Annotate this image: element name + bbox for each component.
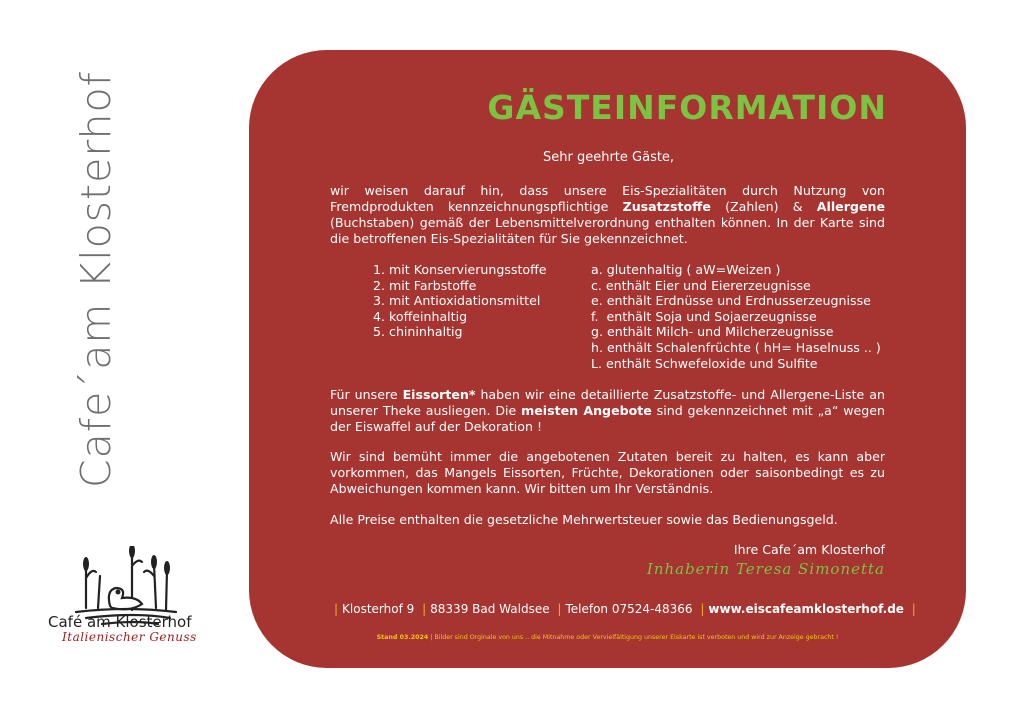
- owner-signature: Inhaberin Teresa Simonetta: [646, 560, 885, 578]
- list-item: e. enthält Erdnüsse und Erdnusserzeugnisse: [591, 293, 871, 309]
- separator: |: [334, 602, 339, 616]
- greeting: Sehr geehrte Gäste,: [543, 150, 675, 165]
- list-item: 3. mit Antioxidationsmittel: [373, 293, 541, 309]
- allergens-list: [591, 262, 881, 371]
- contact-footer: [330, 602, 916, 616]
- page-title: GÄSTEINFORMATION: [487, 88, 887, 127]
- side-title: Cafe´am Klosterhof: [72, 71, 120, 488]
- footnote-text: | Bilder sind Orginale von uns .. die Mitnahme oder Vervielfältigung unserer Eiskarte ist verboten und wird zur Anzeige gebracht !: [428, 634, 839, 641]
- separator: |: [422, 602, 427, 616]
- logo-name: Café am Klosterhof: [48, 613, 192, 631]
- website-link[interactable]: www.eiscafeamklosterhof.de: [708, 602, 904, 616]
- list-item: a. glutenhaltig ( aW=Weizen ): [591, 262, 781, 277]
- phone: Telefon 07524-48366: [565, 602, 693, 616]
- list-item: L. enthält Schwefeloxide und Sulfite: [591, 355, 818, 371]
- separator: |: [911, 602, 916, 616]
- para2-text-2: haben wir eine detaillierte Zusatzstoffe- und Allergene-Liste an unserer Theke ausliegen. Die: [330, 387, 885, 418]
- separator: |: [700, 602, 705, 616]
- address: Klosterhof 9: [342, 602, 415, 616]
- prices-paragraph: Alle Preise enthalten die gesetzliche Mehrwertsteuer sowie das Bedienungsgeld.: [330, 512, 838, 527]
- eissorten-paragraph: [330, 387, 885, 435]
- list-item: 4. koffeinhaltig: [373, 308, 468, 324]
- intro-text-2: (Zahlen) &: [710, 199, 817, 214]
- list-item: c. enthält Eier und Eiererzeugnisse: [591, 277, 811, 293]
- footnote: [330, 634, 885, 641]
- closing-line: Ihre Cafe´am Klosterhof: [733, 542, 885, 557]
- para2-text-1: Für unsere: [330, 387, 403, 402]
- intro-bold-allergens: Allergene: [816, 199, 885, 214]
- list-item: 2. mit Farbstoffe: [373, 277, 477, 293]
- list-item: g. enthält Milch- und Milcherzeugnisse: [591, 324, 834, 340]
- list-item: 1. mit Konservierungsstoffe: [373, 262, 547, 277]
- para2-bold-eissorten: Eissorten*: [402, 387, 476, 402]
- additives-list: [373, 262, 547, 340]
- list-item: h. enthält Schalenfrüchte ( hH= Haselnuss .. ): [591, 339, 881, 355]
- intro-text-1: wir weisen darauf hin, dass unsere Eis-Spezialitäten durch Nutzung von Fremdprodukten kennzeichnungspflichtige: [330, 183, 885, 214]
- list-item: 5. chininhaltig: [373, 324, 463, 340]
- intro-text-3: (Buchstaben) gemäß der Lebensmittelverordnung enthalten können. In der Karte sind die betroffenen Eis-Spezialitäten für Sie gekennzeichnet.: [330, 215, 885, 246]
- intro-paragraph: [330, 183, 885, 247]
- list-item: f. enthält Soja und Sojaerzeugnisse: [591, 308, 817, 324]
- city: 88339 Bad Waldsee: [430, 602, 550, 616]
- stand-date: Stand 03.2024: [376, 634, 429, 641]
- para2-text-3: sind gekennzeichnet mit „a“ wegen der Eiswaffel auf der Dekoration !: [330, 403, 886, 434]
- logo-tagline: Italienischer Genuss: [62, 630, 197, 644]
- availability-paragraph: Wir sind bemüht immer die angebotenen Zutaten bereit zu halten, es kann aber vorkommen, das Mangels Eissorten, Früchte, Dekorationen oder saisonbedingt es zu Abweichungen kommen kann. Wir bitten um Ihr Verständnis.: [330, 449, 885, 496]
- intro-bold-additives: Zusatzstoffe: [622, 199, 711, 214]
- separator: |: [557, 602, 562, 616]
- para2-bold-angebote: meisten Angebote: [521, 403, 652, 418]
